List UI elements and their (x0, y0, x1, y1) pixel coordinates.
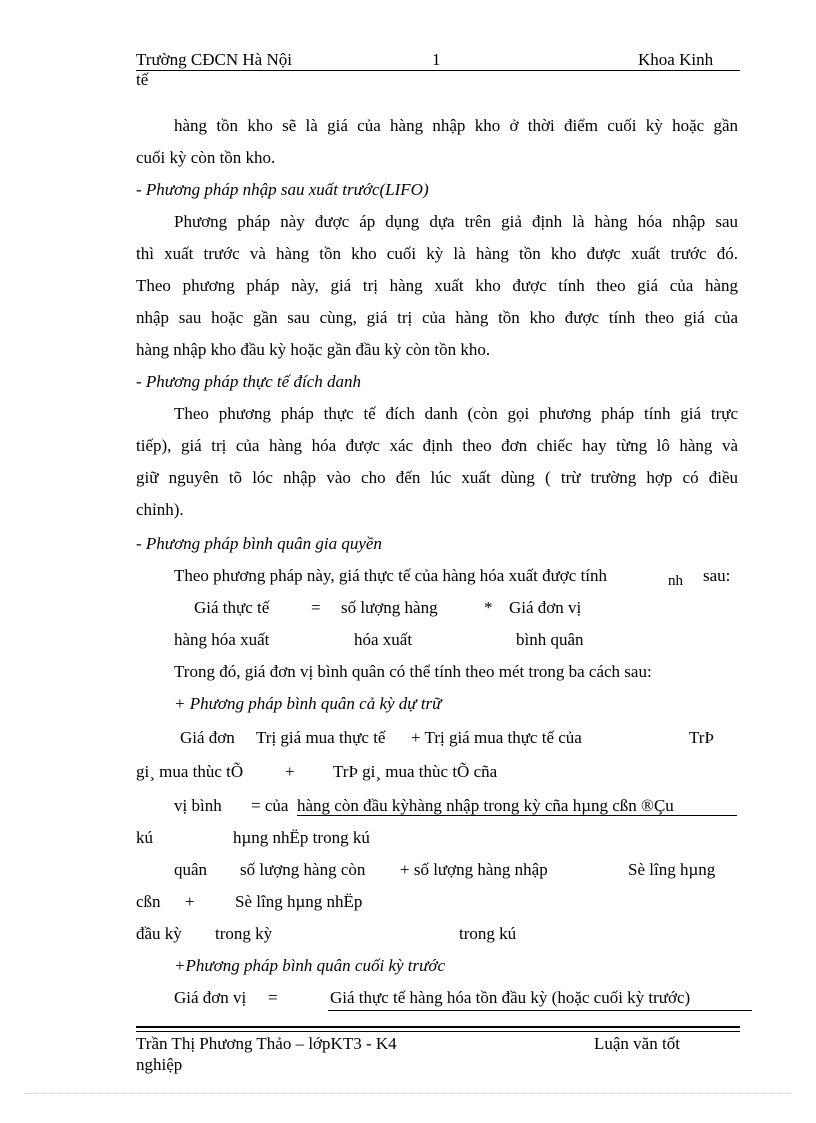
formula-term: trong kú (459, 924, 517, 943)
formula-numerator: Giá thực tế hàng hóa tồn đầu kỳ (hoặc cuối kỳ trước) (330, 988, 691, 1007)
paragraph-line: sau: (703, 566, 731, 585)
paragraph-line: Theo phương pháp thực tế đích danh (còn gọi phương pháp tính giá trực (174, 404, 738, 423)
formula-operator: + (285, 762, 295, 781)
paragraph-line: Trong đó, giá đơn vị bình quân có thể tính theo mét trong ba cách sau: (174, 662, 652, 681)
footer-doc-type: Luận văn tốt (594, 1034, 680, 1053)
paragraph-line: chỉnh). (136, 500, 184, 519)
header-page-number: 1 (432, 50, 441, 69)
formula-term: Giá thực tế (194, 598, 270, 617)
header-faculty: Khoa Kinh (638, 50, 714, 69)
formula-term: đầu kỳ (136, 924, 182, 943)
formula-term: số lượng hàng còn (240, 860, 366, 879)
section-heading-weighted: - Phương pháp bình quân gia quyền (136, 534, 382, 553)
footer-author: Trần Thị Phương Thảo – lớpKT3 - K4 (136, 1034, 397, 1053)
footer-rule (136, 1026, 740, 1028)
formula-equals: = (311, 598, 321, 617)
section-heading-specific: - Phương pháp thực tế đích danh (136, 372, 361, 391)
formula-term: vị bình (174, 796, 222, 815)
formula-term: Trị giá mua thực tế (256, 728, 386, 747)
formula-term: hàng còn đầu kỳhàng nhập trong kỳ cña hµng cßn ®Çu (297, 796, 674, 815)
paragraph-line: giữ nguyên tõ lóc nhập vào cho đến lúc xuất dùng ( trừ trường hợp có điều (136, 468, 738, 487)
section-heading-prev: +Phương pháp bình quân cuối kỳ trước (174, 956, 446, 975)
section-heading-lifo: - Phương pháp nhập sau xuất trước(LIFO) (136, 180, 429, 199)
formula-term: kú (136, 828, 153, 847)
formula-operator: + (185, 892, 195, 911)
formula-equals: = (268, 988, 278, 1007)
formula-term: TrÞ gi¸ mua thùc tÕ cña (333, 762, 498, 781)
section-heading-period: + Phương pháp bình quân cả kỳ dự trữ (174, 694, 442, 713)
footer-rule-thin (136, 1031, 740, 1032)
header-rule (136, 70, 740, 71)
page-edge-divider (24, 1093, 792, 1094)
formula-term: + số lượng hàng nhập (400, 860, 548, 879)
paragraph-fragment: nh (668, 573, 683, 589)
formula-term: bình quân (516, 630, 584, 649)
formula-term: Sè lîng hµng nhËp (235, 892, 363, 911)
paragraph-line: Phương pháp này được áp dụng dựa trên giả định là hàng hóa nhập sau (174, 212, 738, 231)
formula-term: Giá đơn vị (174, 988, 247, 1007)
formula-term: Giá đơn (180, 728, 235, 747)
formula-term: + Trị giá mua thực tế của (411, 728, 582, 747)
formula-term: = của (251, 796, 289, 815)
header-faculty-cont: tế (136, 70, 149, 89)
paragraph-line: Theo phương pháp này, giá trị hàng xuất kho được tính theo giá của hàng (136, 276, 738, 295)
formula-term: số lượng hàng (341, 598, 438, 617)
formula-term: cßn (136, 892, 161, 911)
footer-doc-type-cont: nghiệp (136, 1055, 183, 1074)
formula-term: hµng nhËp trong kú (233, 828, 370, 847)
paragraph-line: cuối kỳ còn tồn kho. (136, 148, 276, 167)
paragraph-line: tiếp), giá trị của hàng hóa được xác định theo đơn chiếc hay từng lô hàng và (136, 436, 738, 455)
formula-term: quân (174, 860, 208, 879)
fraction-bar (297, 815, 737, 816)
paragraph-line: hàng tồn kho sẽ là giá của hàng nhập kho ở thời điểm cuối kỳ hoặc gần (174, 116, 738, 135)
formula-term: hóa xuất (354, 630, 413, 649)
formula-term: hàng hóa xuất (174, 630, 270, 649)
fraction-bar (328, 1010, 752, 1011)
paragraph-line: thì xuất trước và hàng tồn kho cuối kỳ là hàng tồn kho được xuất trước đó. (136, 244, 738, 263)
formula-term: trong kỳ (215, 924, 273, 943)
paragraph-line: nhập sau hoặc gần sau cùng, giá trị của hàng tồn kho được tính theo giá của (136, 308, 738, 327)
paragraph-line: Theo phương pháp này, giá thực tế của hàng hóa xuất được tính (174, 566, 608, 585)
formula-term: TrÞ (689, 728, 714, 747)
formula-operator: * (484, 598, 493, 617)
paragraph-line: hàng nhập kho đầu kỳ hoặc gần đầu kỳ còn tồn kho. (136, 340, 491, 359)
header-school: Trường CĐCN Hà Nội (136, 50, 292, 69)
formula-term: Sè lîng hµng (628, 860, 716, 879)
formula-term: gi¸ mua thùc tÕ (136, 762, 244, 781)
formula-term: Giá đơn vị (509, 598, 582, 617)
